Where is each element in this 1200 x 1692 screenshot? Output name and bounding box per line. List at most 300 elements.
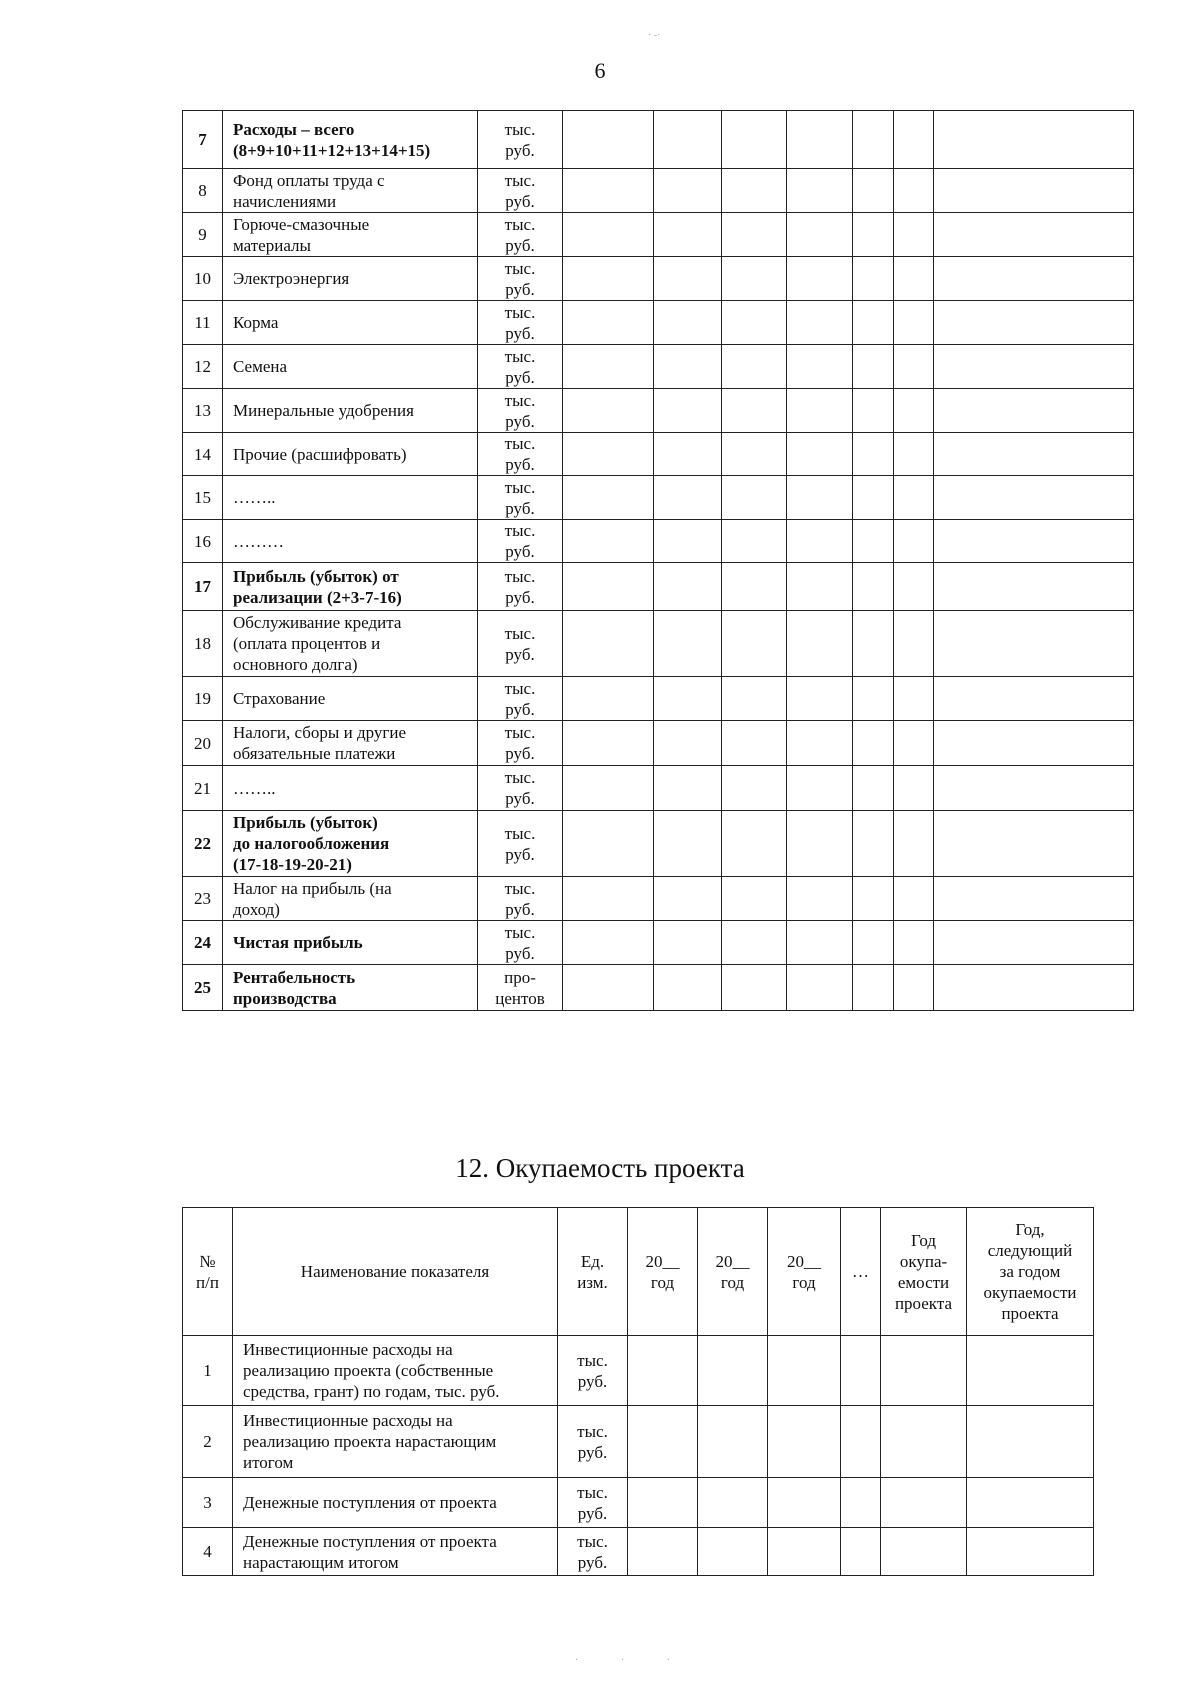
row-unit	[478, 721, 563, 766]
row-unit	[478, 811, 563, 877]
value-cell[interactable]	[654, 433, 722, 476]
value-cell[interactable]	[722, 111, 787, 169]
row-indicator-name	[223, 877, 478, 921]
value-cell[interactable]	[853, 389, 894, 433]
text-line: руб.	[505, 455, 535, 474]
text-line: тыс.	[504, 302, 536, 322]
row-indicator-name	[223, 257, 478, 301]
text-line: руб.	[505, 279, 535, 299]
value-cell[interactable]	[787, 257, 853, 301]
value-cell[interactable]	[894, 389, 934, 433]
value-cell[interactable]	[787, 721, 853, 766]
text-line: руб.	[577, 1442, 608, 1462]
text-line: руб.	[577, 1371, 608, 1391]
value-cell[interactable]	[722, 811, 787, 877]
value-cell[interactable]	[894, 677, 934, 721]
value-cell[interactable]	[853, 563, 894, 611]
value-cell[interactable]	[654, 563, 722, 611]
value-cell[interactable]	[722, 877, 787, 921]
text-line: 20__	[715, 1251, 750, 1271]
value-cell[interactable]	[853, 213, 894, 257]
value-cell[interactable]	[722, 563, 787, 611]
value-cell[interactable]	[967, 1406, 1094, 1478]
value-cell[interactable]	[881, 1478, 967, 1528]
row-indicator-name	[223, 921, 478, 965]
value-cell[interactable]	[722, 257, 787, 301]
header-year-2	[698, 1208, 768, 1336]
value-cell[interactable]	[894, 520, 934, 563]
value-cell[interactable]	[934, 563, 1134, 611]
value-cell[interactable]	[768, 1336, 841, 1406]
header-num	[183, 1208, 233, 1336]
value-cell[interactable]	[654, 213, 722, 257]
text-line: руб.	[505, 542, 535, 561]
value-cell[interactable]	[563, 677, 654, 721]
row-unit	[478, 169, 563, 213]
text-line: Наименование показателя	[300, 1262, 490, 1281]
table-row	[183, 677, 1134, 721]
text-line: до налогообложения	[233, 834, 390, 853]
value-cell[interactable]	[853, 611, 894, 677]
row-indicator-name	[223, 169, 478, 213]
value-cell[interactable]	[563, 811, 654, 877]
value-cell[interactable]	[563, 389, 654, 433]
value-cell[interactable]	[628, 1528, 698, 1576]
value-cell[interactable]	[787, 345, 853, 389]
table-row	[183, 965, 1134, 1011]
value-cell[interactable]	[787, 611, 853, 677]
row-indicator-name	[223, 433, 478, 476]
value-cell[interactable]	[894, 921, 934, 965]
row-number: 9	[183, 213, 223, 257]
value-cell[interactable]	[894, 877, 934, 921]
text-line: руб.	[505, 644, 535, 664]
value-cell[interactable]	[563, 301, 654, 345]
text-line: №	[199, 1251, 216, 1271]
text-line: год	[720, 1272, 745, 1292]
value-cell[interactable]	[563, 877, 654, 921]
value-cell[interactable]	[894, 811, 934, 877]
row-unit	[478, 766, 563, 811]
text-line: тыс.	[504, 434, 536, 453]
row-number: 15	[183, 476, 223, 520]
value-cell[interactable]	[934, 213, 1134, 257]
value-cell[interactable]	[894, 965, 934, 1011]
value-cell[interactable]	[853, 520, 894, 563]
value-cell[interactable]	[787, 389, 853, 433]
value-cell[interactable]	[853, 476, 894, 520]
value-cell[interactable]	[787, 877, 853, 921]
text-line: Семена	[233, 357, 288, 376]
text-line: руб.	[577, 1552, 608, 1572]
value-cell[interactable]	[722, 433, 787, 476]
row-unit	[478, 301, 563, 345]
value-cell[interactable]	[853, 766, 894, 811]
row-number: 16	[183, 520, 223, 563]
text-line: тыс.	[577, 1482, 608, 1502]
text-line: обязательные платежи	[233, 744, 396, 763]
value-cell[interactable]	[654, 766, 722, 811]
value-cell[interactable]	[894, 301, 934, 345]
value-cell[interactable]	[722, 389, 787, 433]
value-cell[interactable]	[934, 611, 1134, 677]
text-line: производства	[233, 988, 337, 1008]
value-cell[interactable]	[628, 1406, 698, 1478]
text-line: тыс.	[504, 678, 536, 698]
table-row	[183, 433, 1134, 476]
value-cell[interactable]	[787, 921, 853, 965]
value-cell[interactable]	[853, 169, 894, 213]
value-cell[interactable]	[654, 811, 722, 877]
value-cell[interactable]	[628, 1478, 698, 1528]
row-unit	[478, 563, 563, 611]
value-cell[interactable]	[934, 389, 1134, 433]
value-cell[interactable]	[628, 1336, 698, 1406]
row-indicator-name	[233, 1336, 558, 1406]
value-cell[interactable]	[563, 766, 654, 811]
row-indicator-name	[223, 345, 478, 389]
value-cell[interactable]	[787, 301, 853, 345]
table-row	[183, 111, 1134, 169]
row-indicator-name	[223, 301, 478, 345]
value-cell[interactable]	[787, 476, 853, 520]
row-indicator-name	[223, 811, 478, 877]
scan-specks-bottom: · · ·	[575, 1655, 690, 1666]
value-cell[interactable]	[853, 721, 894, 766]
value-cell[interactable]	[934, 677, 1134, 721]
value-cell[interactable]	[934, 257, 1134, 301]
row-indicator-name	[223, 965, 478, 1011]
value-cell[interactable]	[563, 169, 654, 213]
value-cell[interactable]	[722, 921, 787, 965]
value-cell[interactable]	[563, 257, 654, 301]
header-payback-year	[881, 1208, 967, 1336]
value-cell[interactable]	[853, 677, 894, 721]
value-cell[interactable]	[934, 520, 1134, 563]
value-cell[interactable]	[654, 520, 722, 563]
value-cell[interactable]	[841, 1406, 881, 1478]
value-cell[interactable]	[894, 169, 934, 213]
value-cell[interactable]	[563, 921, 654, 965]
value-cell[interactable]	[787, 965, 853, 1011]
text-line: Прибыль (убыток)	[233, 813, 378, 832]
value-cell[interactable]	[722, 965, 787, 1011]
text-line: центов	[495, 988, 545, 1008]
text-line: руб.	[505, 699, 535, 719]
text-line: за годом	[999, 1262, 1061, 1281]
table-row	[183, 563, 1134, 611]
value-cell[interactable]	[934, 921, 1134, 965]
row-indicator-name	[223, 721, 478, 766]
text-line: ……..	[233, 488, 276, 507]
table-row	[183, 1528, 1094, 1576]
row-unit	[478, 965, 563, 1011]
value-cell[interactable]	[722, 169, 787, 213]
text-line: реализацию проекта (собственные	[243, 1361, 494, 1380]
value-cell[interactable]	[654, 877, 722, 921]
text-line: Прочие (расшифровать)	[233, 444, 407, 464]
text-line: руб.	[577, 1503, 608, 1523]
table-row	[183, 213, 1134, 257]
value-cell[interactable]	[722, 520, 787, 563]
value-cell[interactable]	[722, 766, 787, 811]
text-line: руб.	[505, 411, 535, 431]
value-cell[interactable]	[894, 611, 934, 677]
value-cell[interactable]	[853, 257, 894, 301]
table-row	[183, 1336, 1094, 1406]
value-cell[interactable]	[934, 721, 1134, 766]
value-cell[interactable]	[934, 301, 1134, 345]
value-cell[interactable]	[654, 257, 722, 301]
value-cell[interactable]	[768, 1406, 841, 1478]
value-cell[interactable]	[654, 345, 722, 389]
value-cell[interactable]	[654, 721, 722, 766]
value-cell[interactable]	[563, 476, 654, 520]
row-number: 11	[183, 301, 223, 345]
value-cell[interactable]	[787, 433, 853, 476]
value-cell[interactable]	[787, 563, 853, 611]
value-cell[interactable]	[654, 389, 722, 433]
table-row	[183, 520, 1134, 563]
row-number: 12	[183, 345, 223, 389]
value-cell[interactable]	[654, 677, 722, 721]
text-line: следующий	[987, 1241, 1073, 1260]
value-cell[interactable]	[787, 811, 853, 877]
text-line: тыс.	[577, 1421, 608, 1441]
value-cell[interactable]	[853, 877, 894, 921]
value-cell[interactable]	[934, 965, 1134, 1011]
text-line: начислениями	[233, 191, 337, 211]
text-line: Год,	[1015, 1220, 1045, 1239]
table-row	[183, 921, 1134, 965]
row-unit	[478, 389, 563, 433]
value-cell[interactable]	[894, 111, 934, 169]
row-indicator-name	[223, 766, 478, 811]
text-line: реализации (2+3-7-16)	[233, 587, 402, 607]
text-line: основного долга)	[233, 655, 358, 674]
value-cell[interactable]	[967, 1528, 1094, 1576]
value-cell[interactable]	[768, 1528, 841, 1576]
value-cell[interactable]	[563, 721, 654, 766]
row-indicator-name	[233, 1528, 558, 1576]
value-cell[interactable]	[894, 213, 934, 257]
text-line: тыс.	[504, 623, 536, 643]
header-next-year	[967, 1208, 1094, 1336]
value-cell[interactable]	[722, 721, 787, 766]
section-title: 12. Окупаемость проекта	[455, 1153, 745, 1183]
table-row	[183, 476, 1134, 520]
value-cell[interactable]	[722, 213, 787, 257]
text-line: материалы	[233, 235, 311, 255]
value-cell[interactable]	[768, 1478, 841, 1528]
text-line: тыс.	[504, 768, 536, 787]
row-number: 20	[183, 721, 223, 766]
text-line: Расходы – всего	[233, 119, 355, 139]
table-row	[183, 611, 1134, 677]
value-cell[interactable]	[654, 611, 722, 677]
value-cell[interactable]	[894, 721, 934, 766]
value-cell[interactable]	[698, 1336, 768, 1406]
value-cell[interactable]	[967, 1478, 1094, 1528]
text-line: итогом	[243, 1453, 294, 1472]
value-cell[interactable]	[654, 301, 722, 345]
row-indicator-name	[223, 476, 478, 520]
row-number: 14	[183, 433, 223, 476]
value-cell[interactable]	[894, 433, 934, 476]
value-cell[interactable]	[853, 921, 894, 965]
value-cell[interactable]	[841, 1528, 881, 1576]
table-row	[183, 1478, 1094, 1528]
table-row	[183, 169, 1134, 213]
text-line: тыс.	[504, 346, 536, 366]
value-cell[interactable]	[722, 476, 787, 520]
row-indicator-name	[223, 563, 478, 611]
text-line: Прибыль (убыток) от	[233, 566, 399, 586]
value-cell[interactable]	[934, 433, 1134, 476]
row-indicator-name	[233, 1406, 558, 1478]
value-cell[interactable]	[654, 965, 722, 1011]
row-number: 4	[183, 1528, 233, 1576]
table-row	[183, 257, 1134, 301]
value-cell[interactable]	[563, 213, 654, 257]
value-cell[interactable]	[934, 345, 1134, 389]
value-cell[interactable]	[894, 766, 934, 811]
text-line: тыс.	[504, 566, 536, 586]
value-cell[interactable]	[787, 111, 853, 169]
text-line: Денежные поступления от проекта	[243, 1531, 497, 1551]
row-unit	[478, 345, 563, 389]
table-row	[183, 811, 1134, 877]
value-cell[interactable]	[881, 1528, 967, 1576]
value-cell[interactable]	[698, 1406, 768, 1478]
value-cell[interactable]	[722, 611, 787, 677]
value-cell[interactable]	[787, 766, 853, 811]
row-number: 2	[183, 1406, 233, 1478]
value-cell[interactable]	[894, 476, 934, 520]
value-cell[interactable]	[934, 476, 1134, 520]
text-line: Год	[911, 1230, 936, 1250]
text-line: руб.	[505, 323, 535, 343]
text-line: Налог на прибыль (на	[233, 878, 392, 898]
value-cell[interactable]	[967, 1336, 1094, 1406]
text-line: руб.	[505, 899, 535, 919]
value-cell[interactable]	[894, 563, 934, 611]
row-number: 13	[183, 389, 223, 433]
row-number: 17	[183, 563, 223, 611]
row-number: 8	[183, 169, 223, 213]
row-number: 7	[183, 111, 223, 169]
text-line: ………	[233, 531, 284, 551]
value-cell[interactable]	[853, 965, 894, 1011]
text-line: Ед.	[580, 1251, 605, 1271]
value-cell[interactable]	[654, 921, 722, 965]
value-cell[interactable]	[563, 111, 654, 169]
text-line: изм.	[577, 1272, 608, 1292]
text-line: (17-18-19-20-21)	[233, 855, 352, 874]
value-cell[interactable]	[787, 213, 853, 257]
row-unit	[558, 1336, 628, 1406]
value-cell[interactable]	[787, 677, 853, 721]
text-line: год	[792, 1272, 816, 1292]
row-indicator-name	[223, 520, 478, 563]
text-line: нарастающим итогом	[243, 1552, 399, 1572]
value-cell[interactable]	[563, 433, 654, 476]
value-cell[interactable]	[934, 169, 1134, 213]
value-cell[interactable]	[841, 1478, 881, 1528]
value-cell[interactable]	[654, 169, 722, 213]
value-cell[interactable]	[654, 476, 722, 520]
row-number: 23	[183, 877, 223, 921]
text-line: Корма	[233, 313, 279, 332]
value-cell[interactable]	[698, 1528, 768, 1576]
value-cell[interactable]	[654, 111, 722, 169]
value-cell[interactable]	[563, 965, 654, 1011]
value-cell[interactable]	[787, 520, 853, 563]
value-cell[interactable]	[563, 345, 654, 389]
text-line: Обслуживание кредита	[233, 613, 402, 632]
value-cell[interactable]	[563, 611, 654, 677]
row-indicator-name	[233, 1478, 558, 1528]
value-cell[interactable]	[722, 301, 787, 345]
text-line: Инвестиционные расходы на	[243, 1411, 453, 1430]
text-line: Фонд оплаты труда с	[233, 170, 385, 190]
value-cell[interactable]	[934, 766, 1134, 811]
value-cell[interactable]	[894, 345, 934, 389]
text-line: (8+9+10+11+12+13+14+15)	[233, 140, 431, 160]
value-cell[interactable]	[722, 677, 787, 721]
text-line: тыс.	[504, 258, 536, 278]
value-cell[interactable]	[934, 111, 1134, 169]
value-cell[interactable]	[722, 345, 787, 389]
table-row	[183, 345, 1134, 389]
row-unit	[478, 257, 563, 301]
value-cell[interactable]	[563, 563, 654, 611]
value-cell[interactable]	[853, 345, 894, 389]
text-line: 20__	[787, 1251, 821, 1271]
text-line: окупаемости	[983, 1283, 1077, 1302]
value-cell[interactable]	[934, 811, 1134, 877]
value-cell[interactable]	[853, 811, 894, 877]
value-cell[interactable]	[853, 301, 894, 345]
value-cell[interactable]	[563, 520, 654, 563]
value-cell[interactable]	[853, 111, 894, 169]
text-line: (оплата процентов и	[233, 634, 381, 653]
text-line: тыс.	[504, 823, 536, 843]
header-year-3	[768, 1208, 841, 1336]
value-cell[interactable]	[853, 433, 894, 476]
row-unit	[478, 476, 563, 520]
value-cell[interactable]	[934, 877, 1134, 921]
value-cell[interactable]	[698, 1478, 768, 1528]
value-cell[interactable]	[881, 1336, 967, 1406]
row-number: 24	[183, 921, 223, 965]
text-line: руб.	[505, 587, 535, 607]
value-cell[interactable]	[881, 1406, 967, 1478]
header-ellipsis	[841, 1208, 881, 1336]
text-line: руб.	[505, 744, 535, 763]
value-cell[interactable]	[787, 169, 853, 213]
text-line: п/п	[196, 1272, 219, 1292]
payback-table	[182, 1207, 1094, 1576]
value-cell[interactable]	[841, 1336, 881, 1406]
value-cell[interactable]	[894, 257, 934, 301]
row-number: 19	[183, 677, 223, 721]
text-line: руб.	[505, 789, 535, 808]
row-unit	[478, 111, 563, 169]
text-line: окупа-	[899, 1251, 948, 1271]
text-line: тыс.	[504, 477, 536, 497]
text-line: …	[852, 1262, 869, 1281]
